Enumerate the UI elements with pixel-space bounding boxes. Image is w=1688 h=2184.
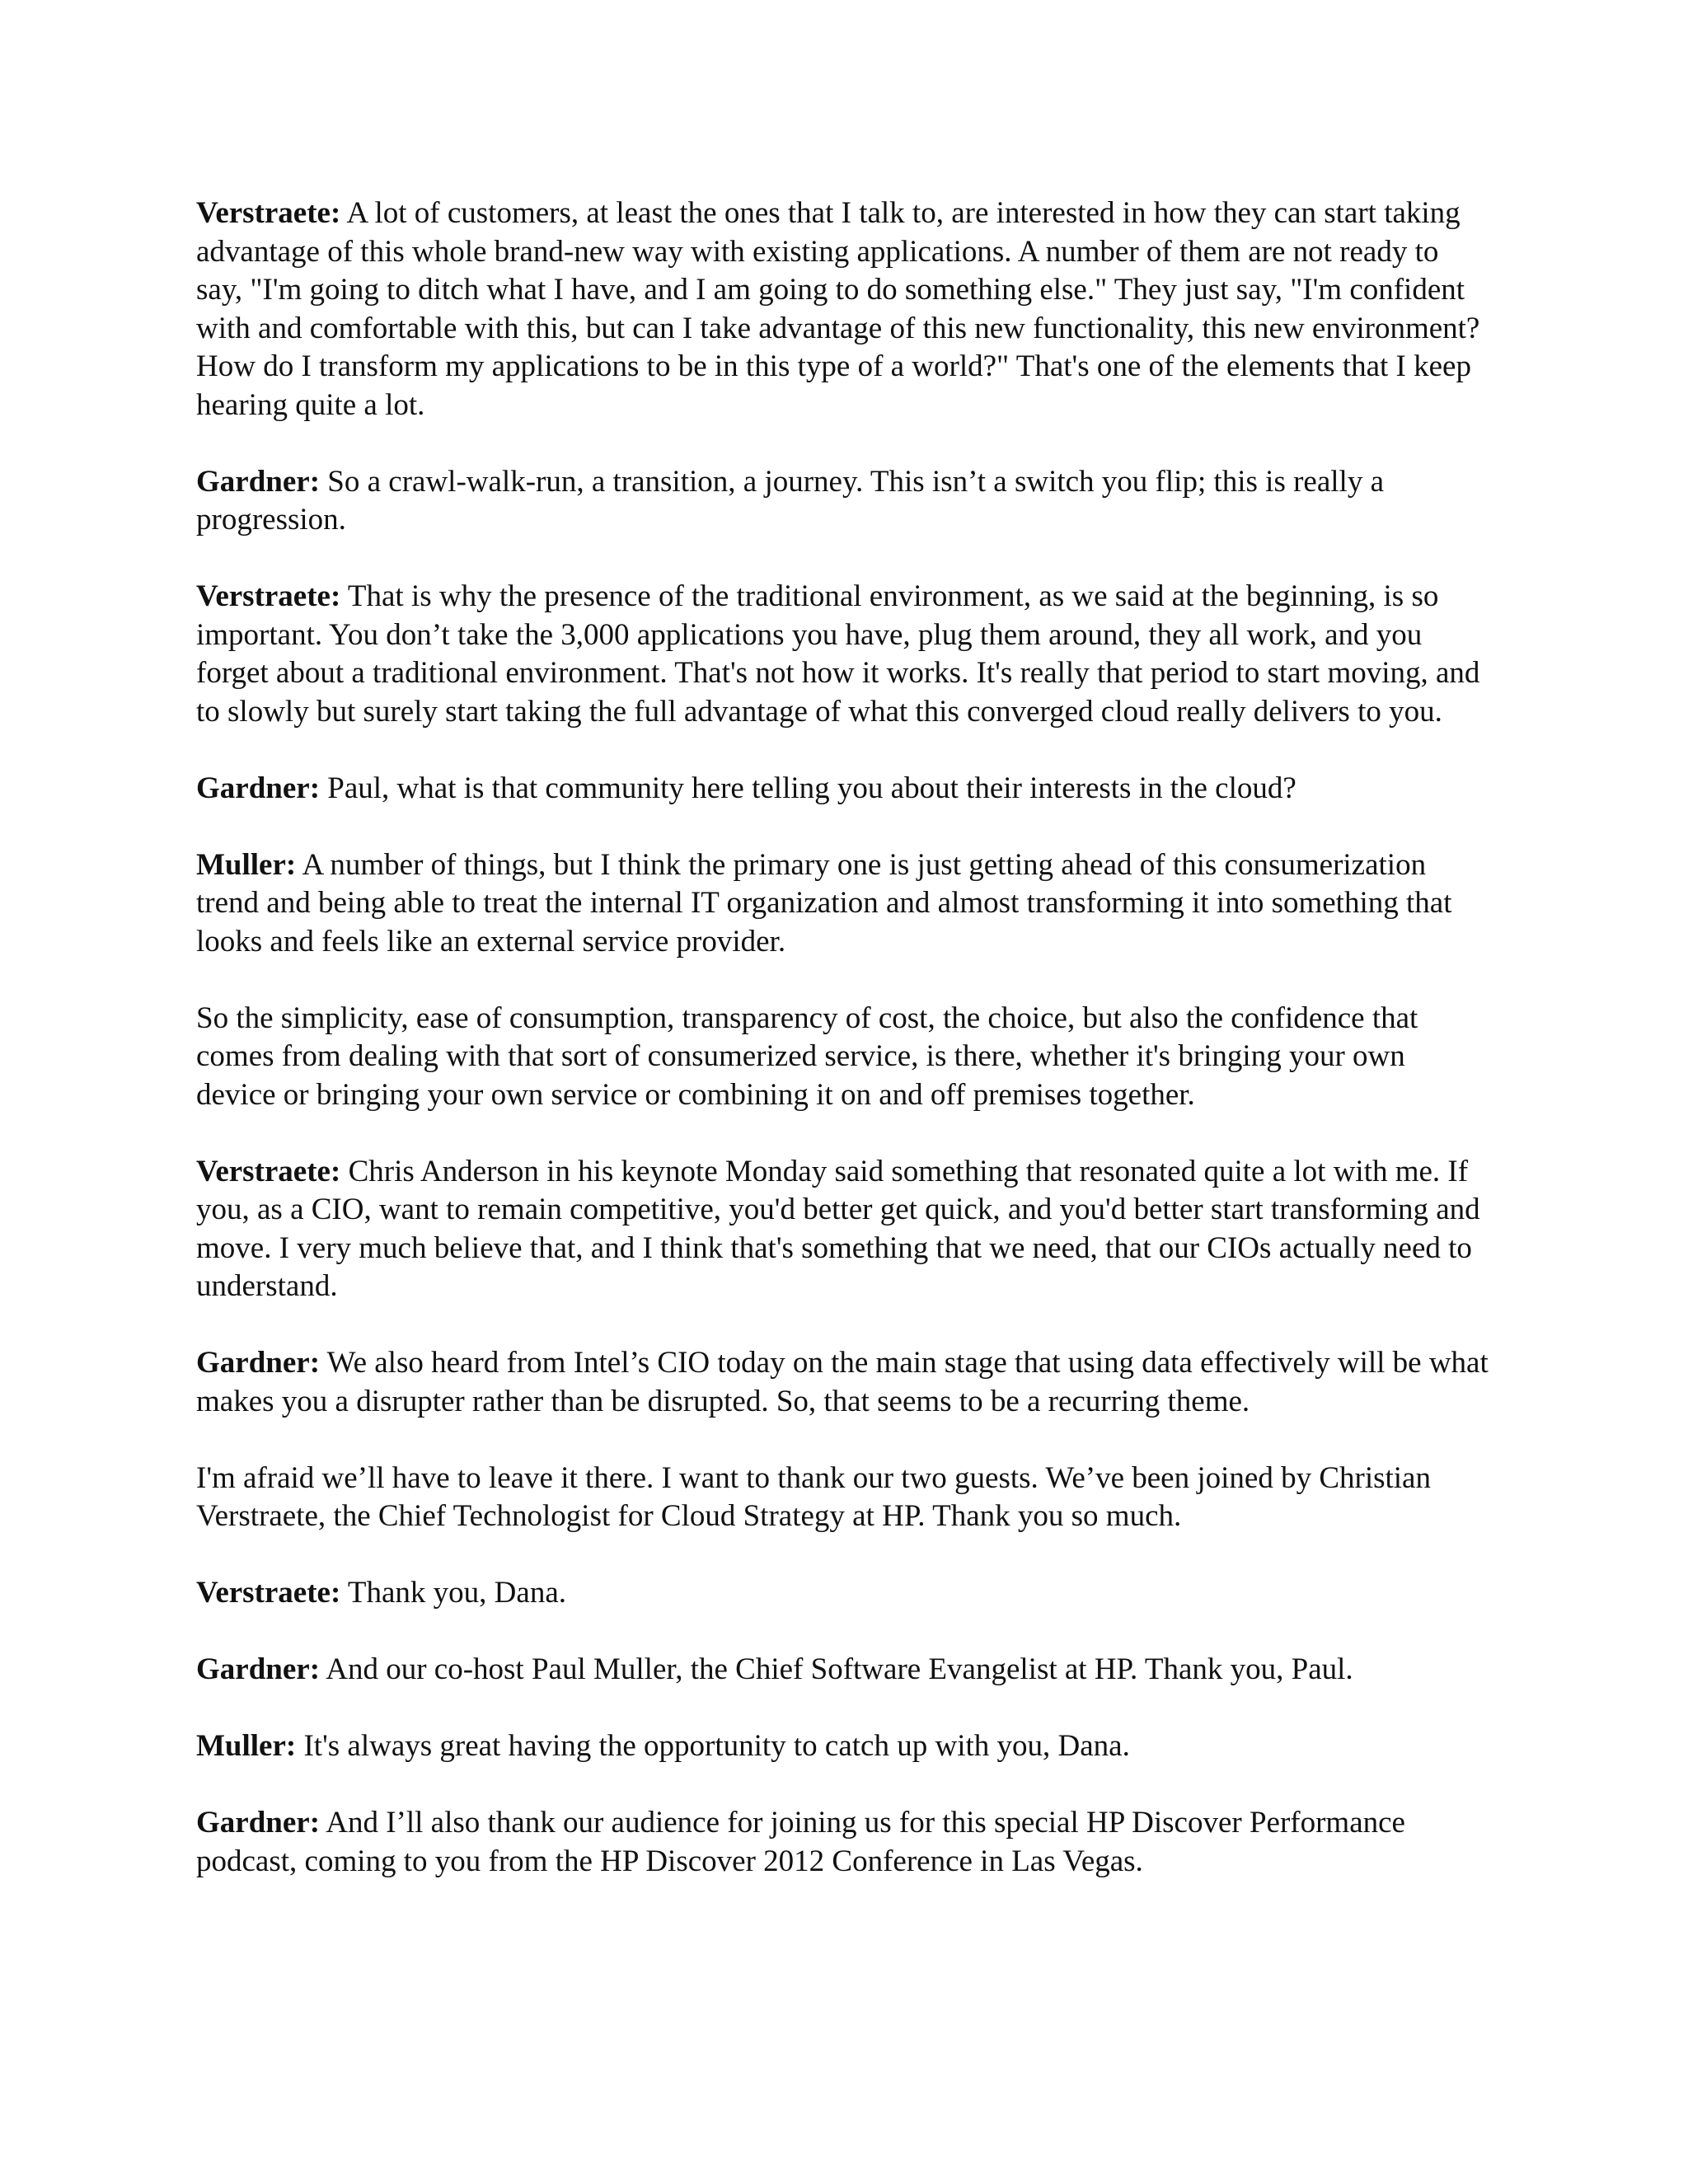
paragraph-text: That is why the presence of the traditional environment, as we said at the beginning, is so important. You don’t take the 3,000 applications you have, plug them around, they all work, and you forget about a traditional environment. That's not how it works. It's really that period to start moving, and to slowly but surely start taking the full advantage of what this converged cloud really delivers to you. <box>196 579 1480 729</box>
transcript-paragraph <box>196 578 1490 731</box>
speaker-name: Muller: <box>196 1729 297 1763</box>
speaker-name: Gardner: <box>196 771 321 805</box>
speaker-name: Verstraete: <box>196 1576 341 1610</box>
transcript-paragraph <box>196 194 1490 424</box>
paragraph-text: And I’ll also thank our audience for joining us for this special HP Discover Performance podcast, coming to you from the HP Discover 2012 Conference in Las Vegas. <box>196 1806 1405 1878</box>
paragraph-text: A lot of customers, at least the ones that I talk to, are interested in how they can start taking advantage of this whole brand-new way with existing applications. A number of them are not ready to say, "I'm going to ditch what I have, and I am going to do something else." They just say, "I'm confident with and comfortable with this, but can I take advantage of this new functionality, this new environment? How do I transform my applications to be in this type of a world?" That's one of the elements that I keep hearing quite a lot. <box>196 196 1480 422</box>
speaker-name: Gardner: <box>196 464 321 499</box>
paragraph-text: A number of things, but I think the primary one is just getting ahead of this consumerization trend and being able to treat the internal IT organization and almost transforming it into something that looks and feels like an external service provider. <box>196 847 1452 958</box>
paragraph-text: So a crawl-walk-run, a transition, a journey. This isn’t a switch you flip; this is really a progression. <box>196 464 1385 537</box>
paragraph-text: Thank you, Dana. <box>347 1576 566 1610</box>
transcript-paragraph <box>196 1651 1490 1690</box>
transcript-paragraph <box>196 1574 1490 1613</box>
speaker-name: Verstraete: <box>196 196 341 230</box>
transcript-paragraph <box>196 1727 1490 1766</box>
transcript-paragraph <box>196 463 1490 540</box>
speaker-name: Gardner: <box>196 1652 321 1686</box>
speaker-name: Verstraete: <box>196 579 341 613</box>
speaker-name: Verstraete: <box>196 1154 341 1188</box>
transcript-paragraph <box>196 846 1490 962</box>
paragraph-text: So the simplicity, ease of consumption, transparency of cost, the choice, but also the confidence that comes from dealing with that sort of consumerized service, is there, whether it's bringing your own device or bringing your own service or combining it on and off premises together. <box>196 1001 1418 1112</box>
transcript-paragraph <box>196 1000 1490 1115</box>
paragraph-text: We also heard from Intel’s CIO today on the main stage that using data effectively will be what makes you a disrupter rather than be disrupted. So, that seems to be a recurring theme. <box>196 1346 1489 1418</box>
transcript-body <box>196 194 1490 1919</box>
paragraph-text: And our co-host Paul Muller, the Chief Software Evangelist at HP. Thank you, Paul. <box>326 1652 1353 1686</box>
paragraph-text: It's always great having the opportunity to catch up with you, Dana. <box>303 1729 1130 1763</box>
paragraph-text: Paul, what is that community here telling you about their interests in the cloud? <box>327 771 1296 805</box>
paragraph-text: Chris Anderson in his keynote Monday said something that resonated quite a lot with me. If you, as a CIO, want to remain competitive, you'd better get quick, and you'd better start transforming and move. I very much believe that, and I think that's something that we need, that our CIOs actually need to understand. <box>196 1154 1480 1303</box>
transcript-paragraph <box>196 770 1490 808</box>
paragraph-text: I'm afraid we’ll have to leave it there. I want to thank our two guests. We’ve been joined by Christian Verstraete, the Chief Technologist for Cloud Strategy at HP. Thank you so much. <box>196 1460 1431 1533</box>
transcript-paragraph <box>196 1344 1490 1421</box>
speaker-name: Gardner: <box>196 1806 321 1840</box>
transcript-paragraph <box>196 1460 1490 1536</box>
speaker-name: Muller: <box>196 847 297 882</box>
speaker-name: Gardner: <box>196 1346 321 1380</box>
transcript-paragraph <box>196 1804 1490 1881</box>
transcript-paragraph <box>196 1153 1490 1306</box>
